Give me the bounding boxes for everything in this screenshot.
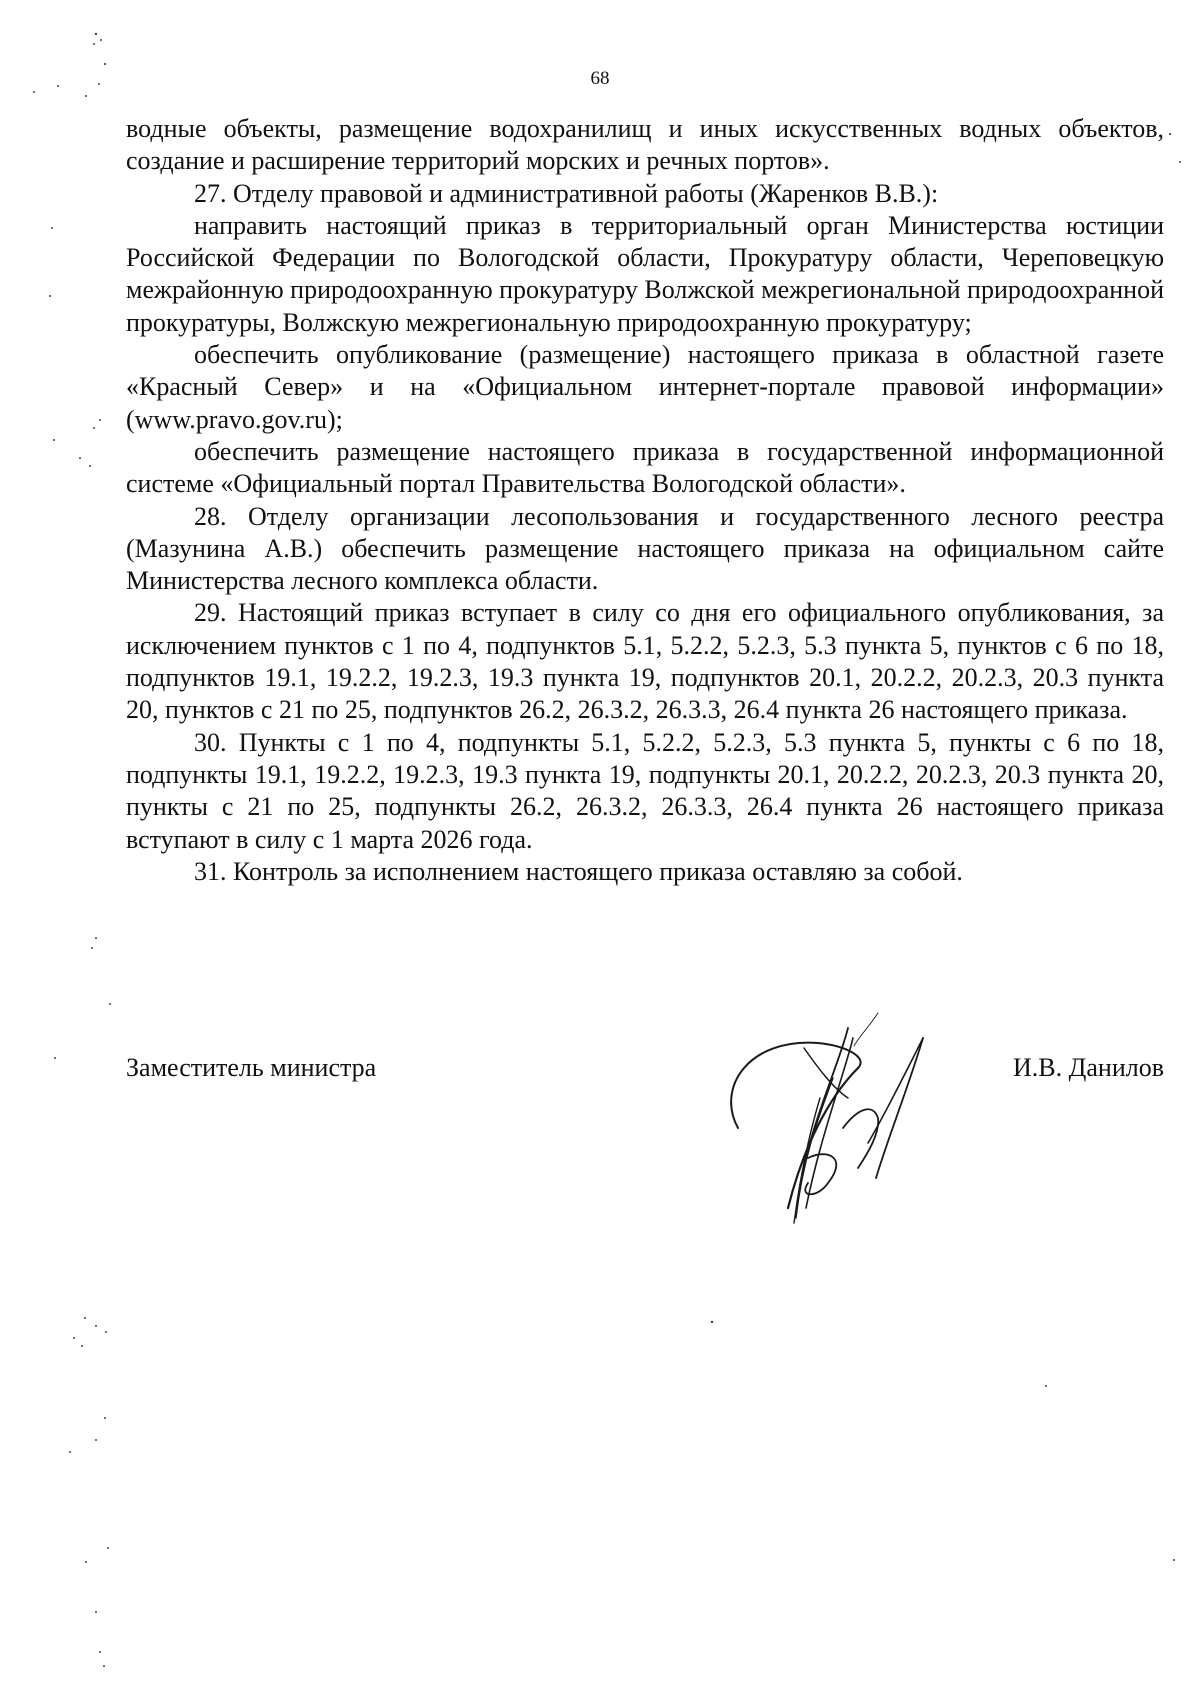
signatory-position: Заместитель министра bbox=[126, 1053, 377, 1082]
handwritten-signature bbox=[708, 1008, 970, 1230]
paragraph: 28. Отделу организации лесопользования и государственного лесного реестра (Мазунина А.В.) обеспечить размещение настоящего приказа на официальном сайте Министерства лесного комплекса области. bbox=[126, 501, 1164, 596]
paragraph: обеспечить размещение настоящего приказа в государственной информационной системе «Официальный портал Правительства Вологодской области». bbox=[126, 436, 1164, 499]
paragraph: направить настоящий приказ в территориальный орган Министерства юстиции Российской Федерации по Вологодской области, Прокуратуру области, Череповецкую межрайонную природоохранную прокуратуру Волжской межрегиональной природоохранной прокуратуры, Волжскую межрегиональную природоохранную прокуратуру; bbox=[126, 210, 1164, 337]
paragraph: 30. Пункты с 1 по 4, подпункты 5.1, 5.2.2, 5.2.3, 5.3 пункта 5, пункты с 6 по 18, подпункты 19.1, 19.2.2, 19.2.3, 19.3 пункта 19, подпункты 20.1, 20.2.2, 20.2.3, 20.3 пункта 20, пункты с 21 по 25, подпункты 26.2, 26.3.2, 26.3.3, 26.4 пункта 26 настоящего приказа вступают в силу с 1 марта 2026 года. bbox=[126, 727, 1164, 854]
paragraph: обеспечить опубликование (размещение) настоящего приказа в областной газете «Красный Север» и на «Официальном интернет-портале правовой информации» (www.pravo.gov.ru); bbox=[126, 340, 1164, 434]
page-number: 68 bbox=[590, 68, 610, 89]
document-body bbox=[126, 113, 1164, 888]
paragraph: 27. Отделу правовой и административной работы (Жаренков В.В.): bbox=[194, 178, 939, 208]
paragraph: 29. Настоящий приказ вступает в силу со дня его официального опубликования, за исключением пунктов с 1 по 4, подпунктов 5.1, 5.2.2, 5.2.3, 5.3 пункта 5, пунктов с 6 по 18, подпунктов 19.1, 19.2.2, 19.2.3, 19.3 пункта 19, подпунктов 20.1, 20.2.2, 20.2.3, 20.3 пункта 20, пунктов с 21 по 25, подпунктов 26.2, 26.3.2, 26.3.3, 26.4 пункта 26 настоящего приказа. bbox=[126, 598, 1164, 725]
paragraph: водные объекты, размещение водохранилищ и иных искусственных водных объектов, создание и расширение территорий морских и речных портов». bbox=[126, 114, 1164, 176]
paragraph: 31. Контроль за исполнением настоящего приказа оставляю за собой. bbox=[194, 856, 963, 886]
signatory-name: И.В. Данилов bbox=[1013, 1053, 1164, 1082]
